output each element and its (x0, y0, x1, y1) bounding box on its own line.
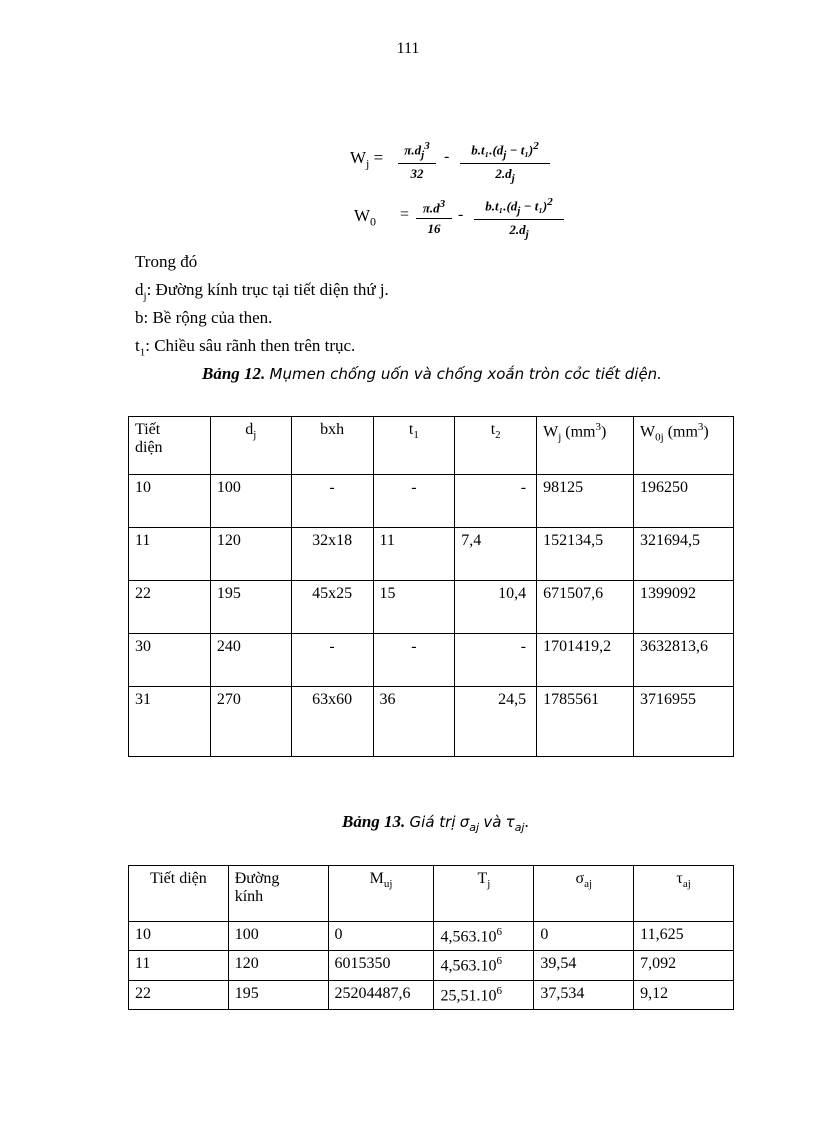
table12-cell: 195 (210, 581, 291, 634)
table12-header-row (129, 417, 734, 475)
table-row (129, 980, 734, 1009)
table12-cell: 120 (210, 528, 291, 581)
table12-cell: 671507,6 (537, 581, 634, 634)
table12-cell: 45x25 (291, 581, 373, 634)
table12-header: $t_2$ (455, 417, 537, 475)
definition-d: $d_j$: Đường kính trục tại tiết diện thứ j. (135, 280, 389, 303)
table12-header: Tiết diện (129, 417, 211, 475)
table12-cell: 3632813,6 (634, 634, 734, 687)
table12-cell: 63x60 (291, 687, 373, 757)
table-13 (128, 865, 734, 1010)
table12-header: bxh (291, 417, 373, 475)
table13-cell: 0 (534, 922, 634, 951)
formula-w-j-frac2: $b.t_1.(d_j - t_1)^2$ $2.d_j$ (460, 140, 550, 185)
table12-cell: 1701419,2 (537, 634, 634, 687)
table13-cell: 100 (228, 922, 328, 951)
table13-cell: 11 (129, 951, 229, 980)
table12-cell: 1785561 (537, 687, 634, 757)
definition-t: $t_1$: Chiều sâu rãnh then trên trục. (135, 336, 356, 359)
table-row (129, 634, 734, 687)
table12-cell: - (291, 475, 373, 528)
table13-cell: 4,563.10$^6$ (434, 951, 534, 980)
table12-cell: 30 (129, 634, 211, 687)
table12-header: $W_{0j}$ $(mm^3)$ (634, 417, 734, 475)
table12-cell: - (373, 475, 455, 528)
table13-cell: 7,092 (634, 951, 734, 980)
table13-header: $\sigma_{aj}$ (534, 866, 634, 922)
table12-caption: Bảng 12. Mụmen chống uốn và chống xoắn tròn cỏc tiết diện. (202, 364, 662, 383)
definition-b: b: Bề rộng của then. (135, 308, 273, 327)
table13-cell: 11,625 (634, 922, 734, 951)
table13-header-row (129, 866, 734, 922)
table12-cell: 152134,5 (537, 528, 634, 581)
formula-w-0-frac1: $\pi.d^3$ 16 (416, 198, 452, 237)
table12-header: $t_1$ (373, 417, 455, 475)
table13-cell: 195 (228, 980, 328, 1009)
table13-cell: 120 (228, 951, 328, 980)
table13-cell: 22 (129, 980, 229, 1009)
table12-cell: 10 (129, 475, 211, 528)
table12-cell: 100 (210, 475, 291, 528)
formula-w-j-lhs: $W_j$ = (350, 148, 384, 171)
table13-caption: Bảng 13. Giá trị $\sigma_{aj}$ và $\tau_{aj}$. (342, 812, 529, 834)
table-row (129, 951, 734, 980)
table12-cell: 196250 (634, 475, 734, 528)
table13-header: Tiết diện (129, 866, 229, 922)
formula-w-0-frac2: $b.t_1.(d_j - t_1)^2$ $2.d_j$ (474, 196, 564, 241)
table-row (129, 475, 734, 528)
table12-cell: 11 (373, 528, 455, 581)
table12-cell: 10,4 (455, 581, 537, 634)
table12-cell: 32x18 (291, 528, 373, 581)
table12-cell: 22 (129, 581, 211, 634)
table13-cell: 4,563.10$^6$ (434, 922, 534, 951)
table13-header: $\tau_{aj}$ (634, 866, 734, 922)
table-12 (128, 416, 734, 757)
table13-cell: 25204487,6 (328, 980, 434, 1009)
page-number: 111 (396, 40, 420, 57)
table12-cell: 7,4 (455, 528, 537, 581)
table13-header: $M_{uj}$ (328, 866, 434, 922)
table12-cell: 240 (210, 634, 291, 687)
table13-cell: 0 (328, 922, 434, 951)
table12-cell: 3716955 (634, 687, 734, 757)
formula-w-j-minus: - (444, 148, 450, 165)
table12-cell: 31 (129, 687, 211, 757)
formula-w-0-eq: = (400, 206, 410, 223)
table13-header: Đường kính (228, 866, 328, 922)
table12-cell: 321694,5 (634, 528, 734, 581)
table12-cell: - (455, 634, 537, 687)
table13-cell: 39,54 (534, 951, 634, 980)
formula-w-j-frac1: $\pi.d_j^3$ 32 (398, 140, 436, 182)
table13-cell: 9,12 (634, 980, 734, 1009)
table12-cell: 98125 (537, 475, 634, 528)
table13-cell: 6015350 (328, 951, 434, 980)
formula-w-j (350, 140, 570, 188)
table12-header: $W_j$ $(mm^3)$ (537, 417, 634, 475)
table13-cell: 10 (129, 922, 229, 951)
table12-cell: - (291, 634, 373, 687)
table12-cell: 24,5 (455, 687, 537, 757)
table12-cell: 11 (129, 528, 211, 581)
table12-cell: 1399092 (634, 581, 734, 634)
table-row (129, 581, 734, 634)
table13-header: $T_j$ (434, 866, 534, 922)
table-row (129, 528, 734, 581)
table13-cell: 37,534 (534, 980, 634, 1009)
table12-cell: 36 (373, 687, 455, 757)
table13-cell: 25,51.10$^6$ (434, 980, 534, 1009)
table12-header: $d_j$ (210, 417, 291, 475)
formula-w-0-lhs: $W_0$ (354, 206, 377, 229)
table12-cell: 270 (210, 687, 291, 757)
intro-text: Trong đó (135, 252, 198, 271)
formula-w-0 (354, 196, 574, 244)
table12-cell: - (455, 475, 537, 528)
table-row (129, 687, 734, 757)
table12-cell: - (373, 634, 455, 687)
formula-w-0-minus: - (458, 206, 464, 223)
table-row (129, 922, 734, 951)
table12-cell: 15 (373, 581, 455, 634)
